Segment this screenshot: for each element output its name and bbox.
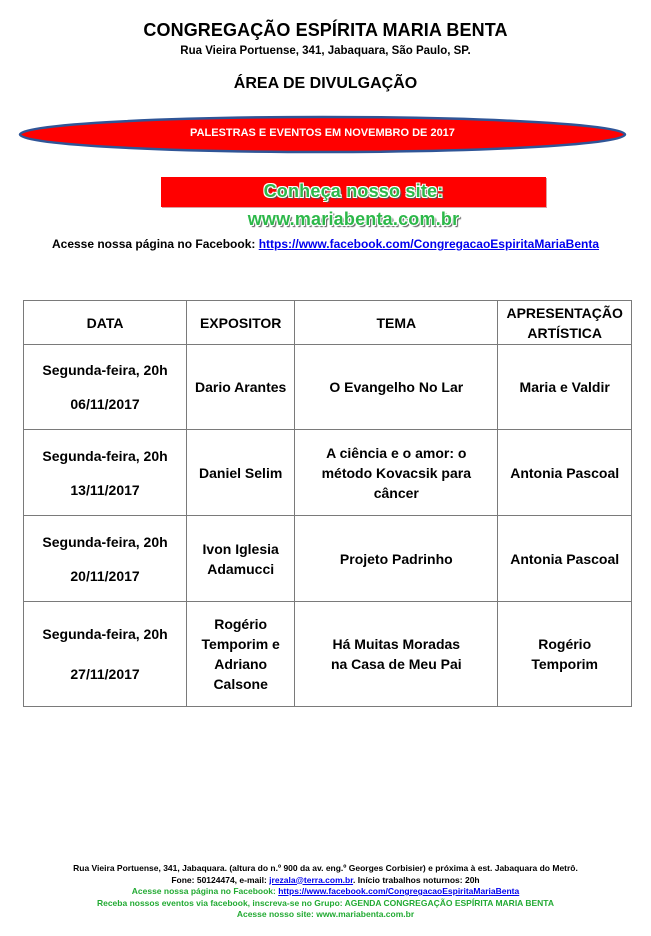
event-date: 20/11/2017 bbox=[70, 567, 140, 584]
facebook-line bbox=[0, 237, 651, 251]
footer-facebook bbox=[0, 886, 651, 898]
event-date: 06/11/2017 bbox=[70, 396, 140, 412]
footer-facebook-link[interactable]: https://www.facebook.com/CongregacaoEspiritaMariaBenta bbox=[278, 886, 520, 896]
page-title: CONGREGAÇÃO ESPÍRITA MARIA BENTA bbox=[143, 20, 508, 40]
header-artistica: APRESENTAÇÃO ARTÍSTICA bbox=[498, 301, 632, 345]
artistica-cell: Maria e Valdir bbox=[498, 345, 632, 430]
header-expositor: EXPOSITOR bbox=[187, 301, 295, 345]
artistica-cell: Antonia Pascoal bbox=[498, 430, 632, 516]
weekday-time: Segunda-feira, 20h bbox=[42, 447, 168, 464]
date-cell bbox=[24, 430, 187, 516]
events-banner bbox=[18, 115, 627, 154]
expositor-cell: Ivon Iglesia Adamucci bbox=[187, 516, 295, 602]
event-date: 13/11/2017 bbox=[70, 481, 140, 498]
footer-phone: Fone: 50124474, e-mail: bbox=[171, 874, 270, 885]
date-cell bbox=[24, 345, 187, 430]
table-row bbox=[24, 430, 632, 516]
site-banner bbox=[161, 177, 546, 229]
footer-group: Receba nossos eventos via facebook, inscreva-se no Grupo: AGENDA CONGREGAÇÃO ESPÍRITA MARIA BENTA bbox=[96, 897, 555, 908]
weekday-time: Segunda-feira, 20h bbox=[42, 362, 168, 378]
expositor-cell: Dario Arantes bbox=[187, 345, 295, 430]
footer-facebook-prefix: Acesse nossa página no Facebook: bbox=[131, 886, 279, 896]
footer bbox=[0, 863, 651, 921]
footer-contact bbox=[0, 875, 651, 887]
section-title: ÁREA DE DIVULGAÇÃO bbox=[233, 75, 418, 92]
facebook-prefix: Acesse nossa página no Facebook: bbox=[51, 237, 259, 251]
date-cell bbox=[24, 602, 187, 707]
facebook-link[interactable]: https://www.facebook.com/CongregacaoEspiritaMariaBenta bbox=[258, 237, 600, 251]
header-data: DATA bbox=[24, 301, 187, 345]
footer-address: Rua Vieira Portuense, 341, Jabaquara. (altura do n.º 900 da av. eng.º Georges Corbisier) e próxima à est. Jabaquara do Metrô. bbox=[73, 863, 578, 873]
tema-cell: O Evangelho No Lar bbox=[295, 345, 498, 430]
table-row bbox=[24, 602, 632, 707]
tema-cell: Projeto Padrinho bbox=[295, 516, 498, 602]
table-row bbox=[24, 516, 632, 602]
site-banner-label: Conheça nosso site: www.mariabenta.com.br bbox=[247, 181, 460, 229]
artistica-cell: Antonia Pascoal bbox=[498, 516, 632, 602]
table-header-row bbox=[24, 301, 632, 345]
events-table bbox=[23, 300, 632, 707]
footer-site: Acesse nosso site: www.mariabenta.com.br bbox=[236, 909, 415, 919]
date-cell bbox=[24, 516, 187, 602]
header-address: Rua Vieira Portuense, 341, Jabaquara, São Paulo, SP. bbox=[180, 45, 471, 57]
expositor-cell: Daniel Selim bbox=[187, 430, 295, 516]
footer-email-link[interactable]: jrezala@terra.com.br bbox=[269, 874, 354, 885]
tema-cell: A ciência e o amor: o método Kovacsik para câncer bbox=[295, 430, 498, 516]
footer-hours: . Início trabalhos noturnos: 20h bbox=[353, 874, 480, 885]
event-date: 27/11/2017 bbox=[70, 666, 140, 682]
tema-cell: Há Muitas Moradas na Casa de Meu Pai bbox=[295, 602, 498, 707]
weekday-time: Segunda-feira, 20h bbox=[42, 533, 168, 550]
artistica-cell: Rogério Temporim bbox=[498, 602, 632, 707]
weekday-time: Segunda-feira, 20h bbox=[42, 626, 168, 642]
expositor-cell: Rogério Temporim e Adriano Calsone bbox=[187, 602, 295, 707]
events-banner-label: PALESTRAS E EVENTOS EM NOVEMBRO DE 2017 bbox=[190, 127, 455, 139]
table-row bbox=[24, 345, 632, 430]
header-tema: TEMA bbox=[295, 301, 498, 345]
